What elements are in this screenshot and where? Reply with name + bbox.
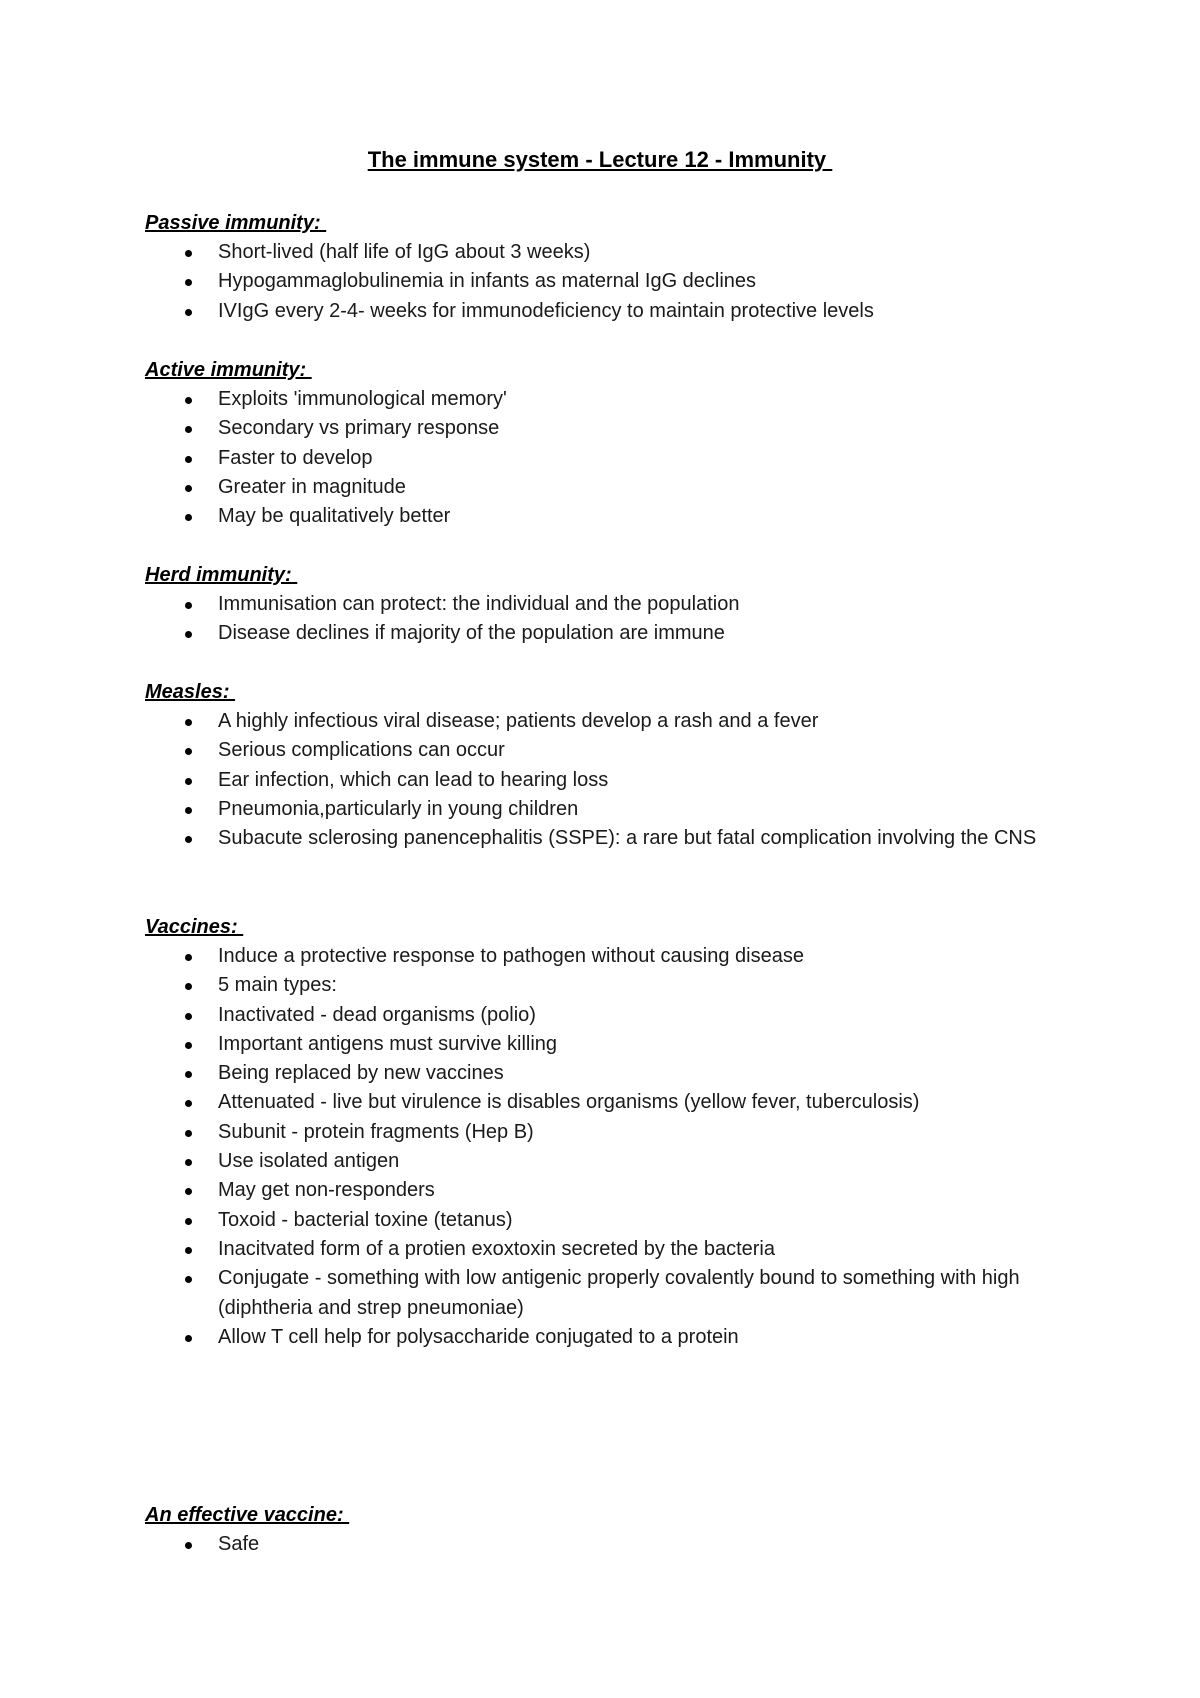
section-herd-immunity <box>145 561 1065 649</box>
list-item <box>145 238 1065 267</box>
bullet-icon <box>185 426 192 433</box>
list-item-text: Conjugate - something with low antigenic properly covalently bound to something with high (diphtheria and strep pneumoniae) <box>218 1267 1020 1319</box>
section-heading: Active immunity: <box>145 359 312 381</box>
list-item-text: Induce a protective response to pathogen without causing disease <box>218 945 804 967</box>
list-item <box>145 766 1065 795</box>
bullet-icon <box>185 807 192 814</box>
list-item-text: May get non-responders <box>218 1179 435 1202</box>
list-item <box>145 502 1065 531</box>
list-item <box>145 971 1065 1000</box>
bullet-icon <box>185 485 192 492</box>
list-item-text: Exploits 'immunological memory' <box>218 388 507 410</box>
list-item <box>145 619 1065 648</box>
section-vaccines <box>145 913 1065 1352</box>
bullet-list <box>145 942 1065 1352</box>
list-item-text: IVIgG every 2-4- weeks for immunodeficiency to maintain protective levels <box>218 299 874 322</box>
list-item <box>145 1206 1065 1235</box>
list-item <box>145 1176 1065 1205</box>
bullet-list <box>145 590 1065 649</box>
bullet-icon <box>185 397 192 404</box>
list-item-text: Ear infection, which can lead to hearing loss <box>218 768 609 791</box>
list-item-text: Serious complications can occur <box>218 739 505 762</box>
section-heading: Passive immunity: <box>145 212 327 234</box>
list-item-text: Faster to develop <box>218 446 373 469</box>
section-passive-immunity <box>145 209 1065 326</box>
list-item-text: Immunisation can protect: the individual and the population <box>218 593 740 615</box>
bullet-icon <box>185 1218 192 1225</box>
section-effective-vaccine <box>145 1501 1065 1559</box>
list-item-text: Secondary vs primary response <box>218 417 500 440</box>
bullet-icon <box>185 1276 192 1283</box>
list-item <box>145 297 1065 326</box>
list-item <box>145 942 1065 971</box>
list-item <box>145 1030 1065 1059</box>
list-item-text: Greater in magnitude <box>218 475 406 498</box>
bullet-icon <box>185 1542 192 1549</box>
bullet-icon <box>185 514 192 521</box>
list-item <box>145 1530 1065 1559</box>
bullet-icon <box>185 1042 192 1049</box>
list-item-text: Hypogammaglobulinemia in infants as maternal IgG declines <box>218 270 757 293</box>
list-item-text: Subacute sclerosing panencephalitis (SSPE): a rare but fatal complication involving the CNS <box>218 827 1037 850</box>
bullet-icon <box>185 983 192 990</box>
document-title: The immune system - Lecture 12 - Immunity <box>367 147 833 172</box>
list-item-text: Short-lived (half life of IgG about 3 weeks) <box>218 241 591 263</box>
section-measles <box>145 678 1065 853</box>
list-item-text: Pneumonia,particularly in young children <box>218 797 579 820</box>
list-item-text: Being replaced by new vaccines <box>218 1062 504 1085</box>
bullet-icon <box>185 602 192 609</box>
list-item <box>145 385 1065 414</box>
bullet-icon <box>185 954 192 961</box>
list-item <box>145 1059 1065 1088</box>
list-item <box>145 473 1065 502</box>
list-item-text: Inacitvated form of a protien exoxtoxin secreted by the bacteria <box>218 1237 775 1260</box>
list-item-text: Attenuated - live but virulence is disables organisms (yellow fever, tuberculosis) <box>218 1091 920 1114</box>
bullet-icon <box>185 1071 192 1078</box>
list-item <box>145 707 1065 736</box>
bullet-icon <box>185 279 192 286</box>
bullet-icon <box>185 778 192 785</box>
list-item <box>145 1001 1065 1030</box>
list-item-text: Inactivated - dead organisms (polio) <box>218 1003 536 1026</box>
bullet-icon <box>185 836 192 843</box>
list-item-text: Toxoid - bacterial toxine (tetanus) <box>218 1208 513 1231</box>
list-item-text: Important antigens must survive killing <box>218 1032 558 1055</box>
list-item <box>145 1088 1065 1117</box>
section-heading: Herd immunity: <box>145 564 298 586</box>
section-heading: Measles: <box>145 681 236 703</box>
list-item <box>145 1323 1065 1352</box>
list-item <box>145 267 1065 296</box>
bullet-list <box>145 385 1065 531</box>
section-heading: An effective vaccine: <box>145 1504 350 1526</box>
list-item <box>145 590 1065 619</box>
bullet-icon <box>185 309 192 316</box>
list-item <box>145 1118 1065 1147</box>
bullet-icon <box>185 719 192 726</box>
list-item-text: May be qualitatively better <box>218 505 451 528</box>
bullet-icon <box>185 631 192 638</box>
list-item-text: A highly infectious viral disease; patients develop a rash and a fever <box>218 710 819 732</box>
bullet-list <box>145 1530 1065 1559</box>
bullet-icon <box>185 1100 192 1107</box>
list-item <box>145 414 1065 443</box>
bullet-icon <box>185 1130 192 1137</box>
bullet-icon <box>185 1247 192 1254</box>
list-item-text: Safe <box>218 1533 260 1555</box>
bullet-icon <box>185 1013 192 1020</box>
bullet-list <box>145 238 1065 326</box>
list-item <box>145 1235 1065 1264</box>
bullet-icon <box>185 1188 192 1195</box>
section-heading: Vaccines: <box>145 916 244 938</box>
bullet-icon <box>185 456 192 463</box>
bullet-icon <box>185 250 192 257</box>
list-item-text: 5 main types: <box>218 974 337 997</box>
list-item-text: Subunit - protein fragments (Hep B) <box>218 1120 534 1143</box>
section-active-immunity <box>145 356 1065 531</box>
bullet-icon <box>185 748 192 755</box>
bullet-icon <box>185 1159 192 1166</box>
list-item <box>145 824 1065 853</box>
list-item <box>145 444 1065 473</box>
list-item-text: Allow T cell help for polysaccharide conjugated to a protein <box>218 1325 739 1348</box>
bullet-icon <box>185 1335 192 1342</box>
list-item <box>145 795 1065 824</box>
list-item <box>145 1264 1065 1323</box>
list-item <box>145 1147 1065 1176</box>
list-item-text: Disease declines if majority of the population are immune <box>218 622 725 645</box>
list-item <box>145 736 1065 765</box>
list-item-text: Use isolated antigen <box>218 1150 400 1173</box>
bullet-list <box>145 707 1065 853</box>
